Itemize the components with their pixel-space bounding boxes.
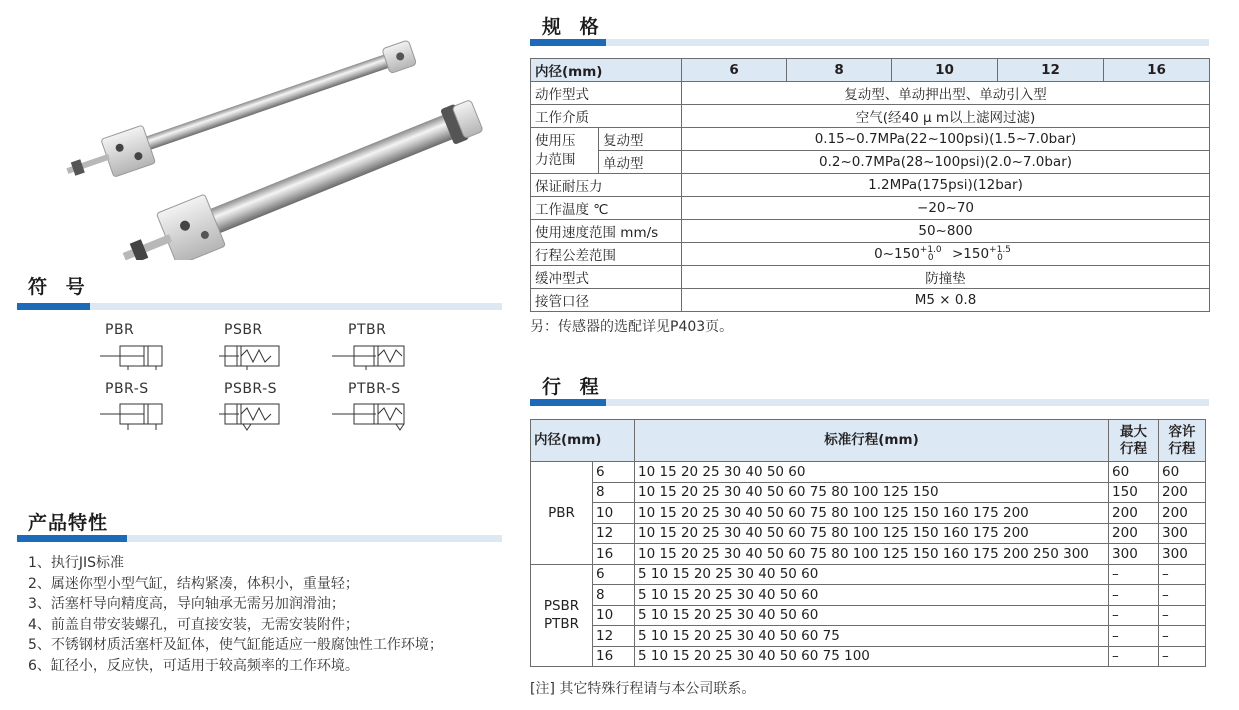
feature-item: 2、属迷你型小型气缸，结构紧凑，体积小，重量轻； xyxy=(28,575,359,592)
stroke-group-name: PBR xyxy=(548,504,575,521)
feature-item: 1、执行JIS标准 xyxy=(28,555,125,571)
stroke-row xyxy=(531,605,1206,626)
spec-label: 动作型式 xyxy=(531,82,682,105)
spec-note: 另：传感器的选配详见P403页。 xyxy=(530,319,734,335)
spec-row xyxy=(531,105,1210,128)
stroke-bore: 12 xyxy=(593,626,635,647)
stroke-header-allow-line2: 行程 xyxy=(1168,440,1196,457)
spec-header-bore: 内径(mm) xyxy=(531,59,682,82)
spec-row xyxy=(531,128,1210,151)
stroke-group-name: PTBR xyxy=(543,616,580,633)
stroke-row xyxy=(531,544,1206,565)
spec-value: 0.2~0.7MPa(28~100psi)(2.0~7.0bar) xyxy=(682,151,1210,174)
spec-value: M5 × 0.8 xyxy=(682,289,1210,312)
spec-row xyxy=(531,174,1210,197)
stroke-group-name: PSBR xyxy=(543,598,580,615)
tolerance-b-lower: 0 xyxy=(997,253,1003,263)
spec-header-row xyxy=(531,59,1210,82)
stroke-row xyxy=(531,626,1206,647)
spec-pressure-label-line1: 使用压 xyxy=(535,132,576,149)
stroke-allow: – xyxy=(1159,646,1206,667)
stroke-bore: 6 xyxy=(593,564,635,585)
stroke-header-max xyxy=(1109,420,1159,462)
stroke-group-pbr xyxy=(531,462,593,565)
stroke-header-row xyxy=(531,420,1206,462)
symbol-pbr-s xyxy=(98,400,168,434)
stroke-bore: 12 xyxy=(593,523,635,544)
stroke-row xyxy=(531,564,1206,585)
spec-value: 防撞垫 xyxy=(682,266,1210,289)
stroke-allow: 200 xyxy=(1159,482,1206,503)
spec-stroke-tolerance xyxy=(682,243,1210,266)
stroke-row xyxy=(531,523,1206,544)
stroke-standard: 5 10 15 20 25 30 40 50 60 xyxy=(635,585,1109,606)
stroke-standard: 10 15 20 25 30 40 50 60 xyxy=(635,462,1109,483)
stroke-group-psbr-ptbr xyxy=(531,564,593,667)
stroke-row xyxy=(531,585,1206,606)
tolerance-b-upper: +1.5 xyxy=(989,245,1011,255)
spec-row xyxy=(531,289,1210,312)
stroke-max: – xyxy=(1109,626,1159,647)
stroke-max: 200 xyxy=(1109,523,1159,544)
spec-value: −20~70 xyxy=(682,197,1210,220)
symbol-psbr-s xyxy=(217,400,287,434)
stroke-allow: 60 xyxy=(1159,462,1206,483)
stroke-row xyxy=(531,503,1206,524)
spec-header-6: 6 xyxy=(682,59,787,82)
stroke-row xyxy=(531,462,1206,483)
stroke-allow: – xyxy=(1159,605,1206,626)
stroke-section-title: 行 程 xyxy=(542,376,605,398)
spec-sublabel: 单动型 xyxy=(599,151,682,174)
features-section-title: 产品特性 xyxy=(28,512,109,534)
stroke-standard: 10 15 20 25 30 40 50 60 75 80 100 125 150 160 175 200 xyxy=(635,503,1109,524)
symbol-section-bar xyxy=(17,303,502,310)
feature-item: 3、活塞杆导向精度高，导向轴承无需另加润滑油； xyxy=(28,596,345,612)
tolerance-a-lower: 0 xyxy=(927,253,934,263)
spec-pressure-label xyxy=(531,128,599,174)
stroke-header-bore: 内径(mm) xyxy=(531,420,635,462)
spec-label: 接管口径 xyxy=(531,289,682,312)
stroke-max: – xyxy=(1109,605,1159,626)
spec-label: 工作介质 xyxy=(531,105,682,128)
symbol-label-ptbr: PTBR xyxy=(348,322,387,338)
spec-table xyxy=(530,58,1210,312)
spec-label: 缓冲型式 xyxy=(531,266,682,289)
symbol-label-pbr: PBR xyxy=(105,322,135,338)
stroke-header-allow-line1: 容许 xyxy=(1168,423,1196,440)
stroke-max: 150 xyxy=(1109,482,1159,503)
stroke-bore: 8 xyxy=(593,585,635,606)
stroke-header-allowable xyxy=(1159,420,1206,462)
stroke-max: 60 xyxy=(1109,462,1159,483)
spec-row xyxy=(531,197,1210,220)
tolerance-range-b: >150 xyxy=(951,246,990,262)
stroke-bore: 10 xyxy=(593,503,635,524)
spec-sublabel: 复动型 xyxy=(599,128,682,151)
symbol-label-pbr-s: PBR-S xyxy=(105,381,149,397)
spec-label: 使用速度范围 mm/s xyxy=(531,220,682,243)
stroke-section-bar xyxy=(530,399,1209,406)
spec-header-16: 16 xyxy=(1104,59,1210,82)
spec-value: 1.2MPa(175psi)(12bar) xyxy=(682,174,1210,197)
stroke-header-max-line1: 最大 xyxy=(1120,423,1148,440)
stroke-standard: 10 15 20 25 30 40 50 60 75 80 100 125 150 160 175 200 250 300 xyxy=(635,544,1109,565)
spec-value: 空气(经40 μ m以上滤网过滤) xyxy=(682,105,1210,128)
stroke-bore: 16 xyxy=(593,544,635,565)
stroke-header-standard: 标准行程(mm) xyxy=(635,420,1109,462)
stroke-row xyxy=(531,482,1206,503)
feature-item: 5、不锈钢材质活塞杆及缸体，使气缸能适应一般腐蚀性工作环境； xyxy=(28,637,443,653)
stroke-allow: 200 xyxy=(1159,503,1206,524)
stroke-table xyxy=(530,419,1206,667)
symbol-ptbr xyxy=(330,342,410,372)
spec-row xyxy=(531,151,1210,174)
symbol-label-ptbr-s: PTBR-S xyxy=(348,381,401,397)
spec-section-bar xyxy=(530,39,1209,46)
symbol-ptbr-s xyxy=(330,400,410,434)
spec-section-title: 规 格 xyxy=(542,16,605,38)
cylinder-product-photo xyxy=(40,30,500,260)
spec-header-12: 12 xyxy=(998,59,1104,82)
stroke-allow: 300 xyxy=(1159,523,1206,544)
stroke-standard: 5 10 15 20 25 30 40 50 60 xyxy=(635,605,1109,626)
stroke-standard: 5 10 15 20 25 30 40 50 60 75 xyxy=(635,626,1109,647)
stroke-allow: – xyxy=(1159,564,1206,585)
symbol-section-title: 符 号 xyxy=(28,276,91,298)
spec-row xyxy=(531,82,1210,105)
stroke-max: – xyxy=(1109,564,1159,585)
stroke-note: [注] 其它特殊行程请与本公司联系。 xyxy=(530,681,756,697)
stroke-standard: 5 10 15 20 25 30 40 50 60 xyxy=(635,564,1109,585)
stroke-row xyxy=(531,646,1206,667)
stroke-allow: 300 xyxy=(1159,544,1206,565)
stroke-bore: 10 xyxy=(593,605,635,626)
tolerance-range-a: 0~150 xyxy=(874,246,920,262)
spec-header-10: 10 xyxy=(892,59,998,82)
features-list xyxy=(28,553,443,676)
stroke-max: 300 xyxy=(1109,544,1159,565)
symbol-psbr xyxy=(217,342,287,372)
spec-label: 行程公差范围 xyxy=(531,243,682,266)
stroke-standard: 10 15 20 25 30 40 50 60 75 80 100 125 150 xyxy=(635,482,1109,503)
spec-row xyxy=(531,220,1210,243)
feature-item: 6、缸径小，反应快，可适用于较高频率的工作环境。 xyxy=(28,657,359,674)
spec-value: 复动型、单动押出型、单动引入型 xyxy=(682,82,1210,105)
stroke-standard: 5 10 15 20 25 30 40 50 60 75 100 xyxy=(635,646,1109,667)
symbol-label-psbr-s: PSBR-S xyxy=(224,381,278,397)
tolerance-a-upper: +1.0 xyxy=(919,245,942,255)
stroke-standard: 10 15 20 25 30 40 50 60 75 80 100 125 150 160 175 200 xyxy=(635,523,1109,544)
symbol-label-psbr: PSBR xyxy=(224,322,263,338)
spec-row xyxy=(531,266,1210,289)
spec-row xyxy=(531,243,1210,266)
stroke-bore: 16 xyxy=(593,646,635,667)
stroke-max: 200 xyxy=(1109,503,1159,524)
spec-value: 50~800 xyxy=(682,220,1210,243)
spec-value: 0.15~0.7MPa(22~100psi)(1.5~7.0bar) xyxy=(682,128,1210,151)
spec-header-8: 8 xyxy=(787,59,892,82)
stroke-allow: – xyxy=(1159,585,1206,606)
spec-label: 保证耐压力 xyxy=(531,174,682,197)
feature-item: 4、前盖自带安装螺孔，可直接安装，无需安装附件； xyxy=(28,616,359,633)
stroke-max: – xyxy=(1109,585,1159,606)
spec-label: 工作温度 ℃ xyxy=(531,197,682,220)
stroke-bore: 6 xyxy=(593,462,635,483)
features-section-bar xyxy=(17,535,502,542)
symbol-pbr xyxy=(98,342,168,372)
stroke-bore: 8 xyxy=(593,482,635,503)
spec-pressure-label-line2: 力范围 xyxy=(535,151,576,168)
stroke-header-max-line2: 行程 xyxy=(1120,440,1148,457)
stroke-max: – xyxy=(1109,646,1159,667)
stroke-allow: – xyxy=(1159,626,1206,647)
